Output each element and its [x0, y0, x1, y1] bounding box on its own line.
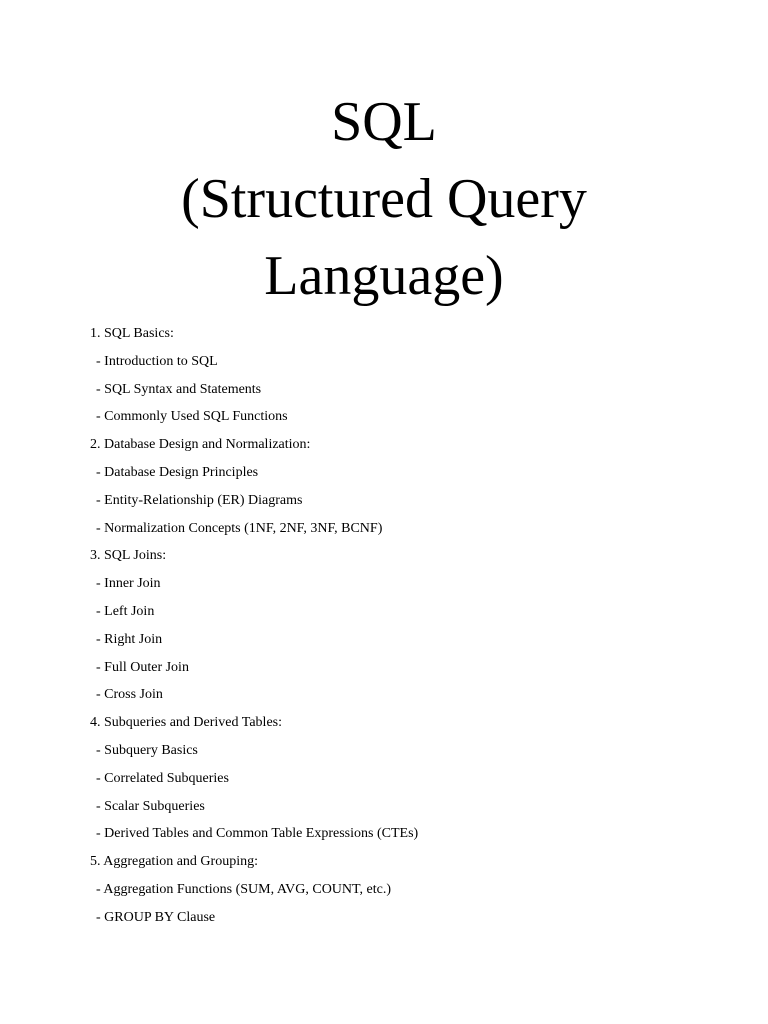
outline-subitem: - Cross Join [96, 687, 163, 703]
outline-subitem: - Entity-Relationship (ER) Diagrams [96, 492, 303, 508]
outline-subitem: - Commonly Used SQL Functions [96, 409, 288, 425]
outline-subitem: - Normalization Concepts (1NF, 2NF, 3NF, BCNF) [96, 520, 383, 536]
title-line-1: SQL [331, 91, 437, 153]
outline-subitem: - SQL Syntax and Statements [96, 381, 262, 397]
outline-subitem: - Introduction to SQL [96, 353, 218, 369]
document-title [0, 84, 768, 315]
title-line-2: (Structured Query [181, 168, 587, 230]
outline-subitem: - Subquery Basics [96, 742, 198, 758]
outline-section-heading: 3. SQL Joins: [90, 548, 167, 564]
outline-subitem: - GROUP BY Clause [96, 909, 216, 925]
outline-subitem: - Derived Tables and Common Table Expressions (CTEs) [96, 826, 419, 842]
outline-section-heading: 1. SQL Basics: [90, 326, 174, 341]
outline-subitem: - Right Join [96, 631, 163, 647]
outline-section-heading: 4. Subqueries and Derived Tables: [90, 715, 282, 731]
outline-section-heading: 2. Database Design and Normalization: [90, 437, 311, 453]
outline-subitem: - Correlated Subqueries [96, 770, 229, 786]
outline-subitem: - Full Outer Join [96, 659, 189, 675]
outline-section-heading: 5. Aggregation and Grouping: [90, 854, 258, 870]
topic-outline [90, 320, 750, 932]
outline-subitem: - Left Join [96, 603, 155, 619]
outline-subitem: - Scalar Subqueries [96, 798, 205, 814]
title-line-3: Language) [264, 245, 504, 307]
outline-subitem: - Inner Join [96, 576, 161, 592]
outline-subitem: - Database Design Principles [96, 464, 259, 480]
outline-subitem: - Aggregation Functions (SUM, AVG, COUNT, etc.) [96, 881, 392, 897]
